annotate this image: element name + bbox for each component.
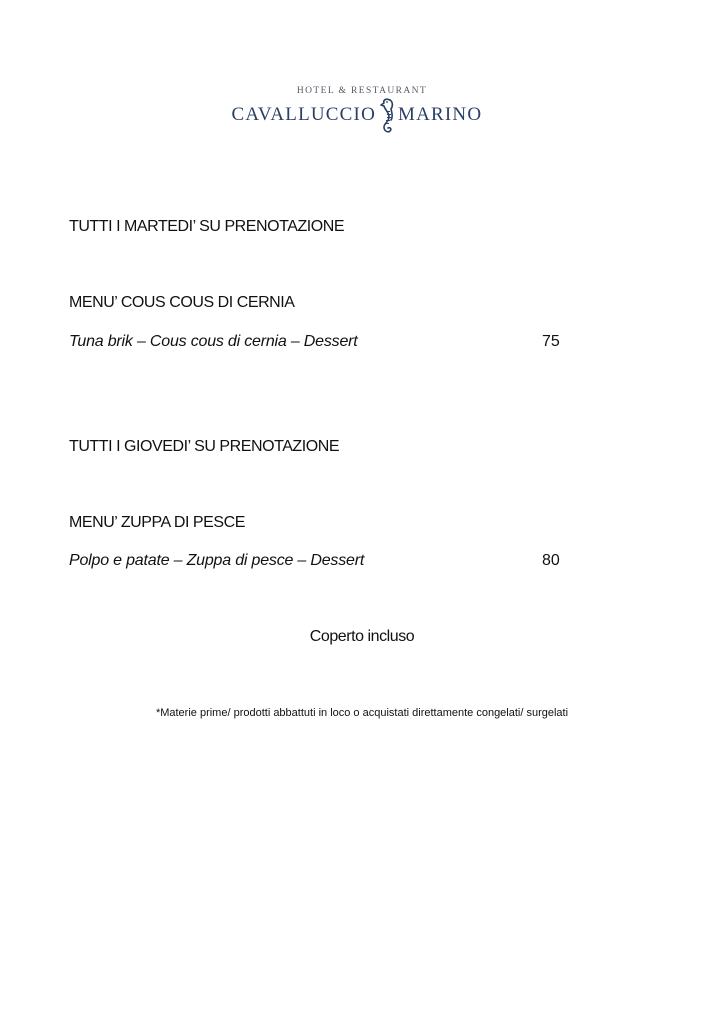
logo-name-right: MARINO (398, 104, 483, 125)
section-1-courses: Tuna brik – Cous cous di cernia – Dessert (69, 333, 358, 350)
section-2-menu-title: MENU’ ZUPPA DI PESCE (69, 514, 245, 531)
section-1-menu-title: MENU’ COUS COUS DI CERNIA (69, 294, 295, 311)
section-2-price: 80 (542, 552, 560, 569)
restaurant-logo (0, 82, 724, 142)
coperto-note: Coperto incluso (309, 628, 415, 645)
section-2-heading: TUTTI I GIOVEDI’ SU PRENOTAZIONE (69, 438, 340, 455)
footnote: *Materie prime/ prodotti abbattuti in loco o acquistati direttamente congelati/ surgelati (155, 707, 569, 719)
seahorse-icon (377, 96, 397, 138)
logo-name-left: CAVALLUCCIO (231, 104, 376, 125)
section-2-courses: Polpo e patate – Zuppa di pesce – Dessert (69, 552, 365, 569)
section-1-price: 75 (542, 333, 560, 350)
logo-subtitle: HOTEL & RESTAURANT (296, 86, 428, 96)
section-1-heading: TUTTI I MARTEDI’ SU PRENOTAZIONE (69, 218, 345, 235)
